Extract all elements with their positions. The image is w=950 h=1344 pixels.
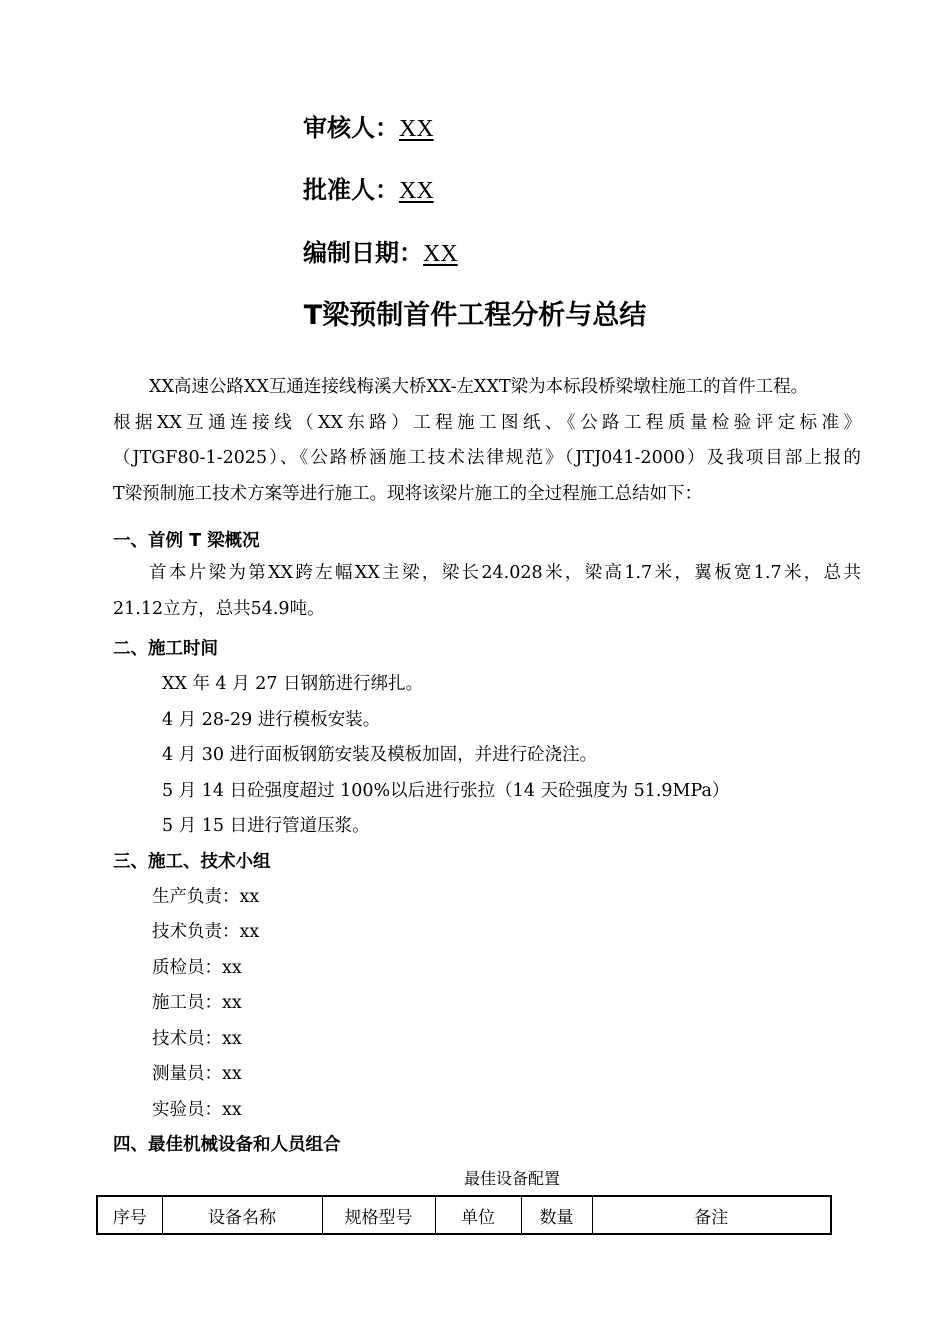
header-cell-index: 序号 [97,1196,162,1234]
section-1-line: 首本片梁为第XX跨左幅XX主梁，梁长24.028米，梁高1.7米，翼板宽1.7米，总共 [149,563,861,583]
header-cell-equipment-name: 设备名称 [162,1196,322,1234]
team-member: 实验员：xx [152,1100,242,1120]
intro-line: （JTGF80-1-2025）、《公路桥涵施工技术法律规范》（JTJ041-2000）及我项目部上报的 [113,448,861,468]
header-cell-model: 规格型号 [322,1196,435,1234]
team-member: 生产负责：xx [152,887,260,907]
header-cell-remarks: 备注 [592,1196,831,1234]
section-2-heading: 二、施工时间 [113,639,218,659]
schedule-item: XX 年 4 月 27 日钢筋进行绑扎。 [162,674,424,694]
approver-line [303,170,451,205]
document-title: T梁预制首件工程分析与总结 [303,300,647,331]
approver-value: XX [399,178,434,204]
compile-date-label: 编制日期： [303,239,423,267]
section-3-heading: 三、施工、技术小组 [113,852,271,872]
schedule-item: 4 月 28-29 进行模板安装。 [162,710,381,730]
section-1-line: 21.12立方，总共54.9吨。 [113,598,325,619]
reviewer-label: 审核人： [303,114,399,142]
schedule-item: 5 月 14 日砼强度超过 100%以后进行张拉（14 天砼强度为 51.9MPa） [162,781,730,801]
approver-label: 批准人： [303,176,399,204]
section-1-heading: 一、首例 T 梁概况 [113,531,260,551]
compile-date-line [303,233,458,268]
section-4-heading: 四、最佳机械设备和人员组合 [113,1135,341,1155]
team-member: 测量员：xx [152,1064,242,1084]
team-member: 技术员：xx [152,1029,242,1049]
team-member: 技术负责：xx [152,922,260,942]
team-member: 施工员：xx [152,993,242,1013]
intro-paragraph [113,370,861,512]
schedule-item: 4 月 30 进行面板钢筋安装及模板加固，并进行砼浇注。 [162,745,598,765]
table-caption: 最佳设备配置 [463,1169,560,1188]
reviewer-line [303,108,451,143]
table-header-row [97,1196,831,1234]
header-cell-unit: 单位 [435,1196,521,1234]
schedule-item: 5 月 15 日进行管道压浆。 [162,816,370,836]
compile-date-value: XX [423,241,458,267]
reviewer-value: XX [399,116,434,142]
team-member: 质检员：xx [152,958,242,978]
header-cell-quantity: 数量 [521,1196,592,1234]
intro-line: 根据XX互通连接线（XX东路）工程施工图纸、《公路工程质量检验评定标准》 [113,412,861,433]
section-1-body [113,556,861,627]
equipment-table [96,1195,832,1235]
intro-line: T梁预制施工技术方案等进行施工。现将该梁片施工的全过程施工总结如下： [113,483,703,504]
intro-line: XX高速公路XX互通连接线梅溪大桥XX-左XXT梁为本标段桥梁墩柱施工的首件工程。 [149,377,809,397]
